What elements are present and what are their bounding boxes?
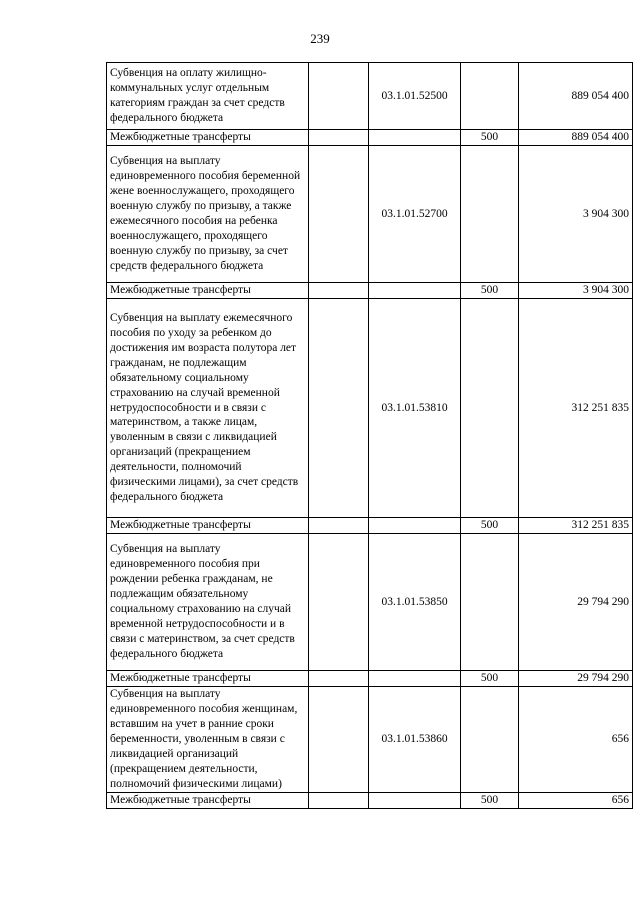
row-type (461, 534, 519, 671)
row-amount: 656 (519, 687, 633, 793)
row-code: 03.1.01.52700 (369, 146, 461, 283)
row-blank-cell (309, 299, 369, 518)
row-amount: 312 251 835 (519, 518, 633, 534)
row-amount: 29 794 290 (519, 671, 633, 687)
row-name: Межбюджетные трансферты (107, 793, 309, 809)
table-row (107, 130, 633, 146)
row-name: Межбюджетные трансферты (107, 130, 309, 146)
row-blank-cell (309, 130, 369, 146)
row-type (461, 63, 519, 130)
row-code (369, 793, 461, 809)
row-amount: 312 251 835 (519, 299, 633, 518)
row-name: Межбюджетные трансферты (107, 518, 309, 534)
row-code: 03.1.01.53860 (369, 687, 461, 793)
row-code: 03.1.01.53850 (369, 534, 461, 671)
row-name: Субвенция на выплату единовременного пособия при рождении ребенка гражданам, не подлежащим обязательному социальному страхованию на случай временной нетрудоспособности и в связи с материнством, за счет средств федерального бюджета (107, 534, 309, 671)
row-blank-cell (309, 671, 369, 687)
row-blank-cell (309, 687, 369, 793)
row-blank-cell (309, 534, 369, 671)
row-code: 03.1.01.52500 (369, 63, 461, 130)
table-row (107, 63, 633, 130)
row-type: 500 (461, 793, 519, 809)
row-amount: 3 904 300 (519, 283, 633, 299)
row-amount: 3 904 300 (519, 146, 633, 283)
table-row (107, 671, 633, 687)
row-code (369, 130, 461, 146)
row-name: Межбюджетные трансферты (107, 283, 309, 299)
row-type: 500 (461, 130, 519, 146)
row-blank-cell (309, 518, 369, 534)
row-code: 03.1.01.53810 (369, 299, 461, 518)
row-type: 500 (461, 671, 519, 687)
row-blank-cell (309, 146, 369, 283)
row-code (369, 671, 461, 687)
row-name: Межбюджетные трансферты (107, 671, 309, 687)
row-code (369, 518, 461, 534)
row-type (461, 299, 519, 518)
row-name: Субвенция на выплату единовременного пособия женщинам, вставшим на учет в ранние сроки беременности, уволенным в связи с ликвидацией организаций (прекращением деятельности, полномочий физическими лицами) (107, 687, 309, 793)
table-row (107, 283, 633, 299)
row-type (461, 687, 519, 793)
row-type: 500 (461, 518, 519, 534)
budget-table (106, 62, 633, 809)
table-row (107, 146, 633, 283)
row-blank-cell (309, 63, 369, 130)
row-blank-cell (309, 793, 369, 809)
table-row (107, 687, 633, 793)
page-number: 239 (310, 31, 330, 46)
table-row (107, 518, 633, 534)
row-type (461, 146, 519, 283)
row-code (369, 283, 461, 299)
row-type: 500 (461, 283, 519, 299)
row-amount: 29 794 290 (519, 534, 633, 671)
row-amount: 889 054 400 (519, 63, 633, 130)
table-row (107, 534, 633, 671)
row-amount: 889 054 400 (519, 130, 633, 146)
row-amount: 656 (519, 793, 633, 809)
row-blank-cell (309, 283, 369, 299)
table-row (107, 299, 633, 518)
row-name: Субвенция на выплату ежемесячного пособия по уходу за ребенком до достижения им возраста полутора лет гражданам, не подлежащим обязательному социальному страхованию на случай временной нетрудоспособности и в связи с материнством, а также лицам, уволенным в связи с ликвидацией организаций (прекращением деятельности, полномочий физическими лицами), за счет средств федерального бюджета (107, 299, 309, 518)
table-row (107, 793, 633, 809)
row-name: Субвенция на выплату единовременного пособия беременной жене военнослужащего, проходящего военную службу по призыву, а также ежемесячного пособия на ребенка военнослужащего, проходящего военную службу по призыву, за счет средств федерального бюджета (107, 146, 309, 283)
row-name: Субвенция на оплату жилищно-коммунальных услуг отдельным категориям граждан за счет средств федерального бюджета (107, 63, 309, 130)
